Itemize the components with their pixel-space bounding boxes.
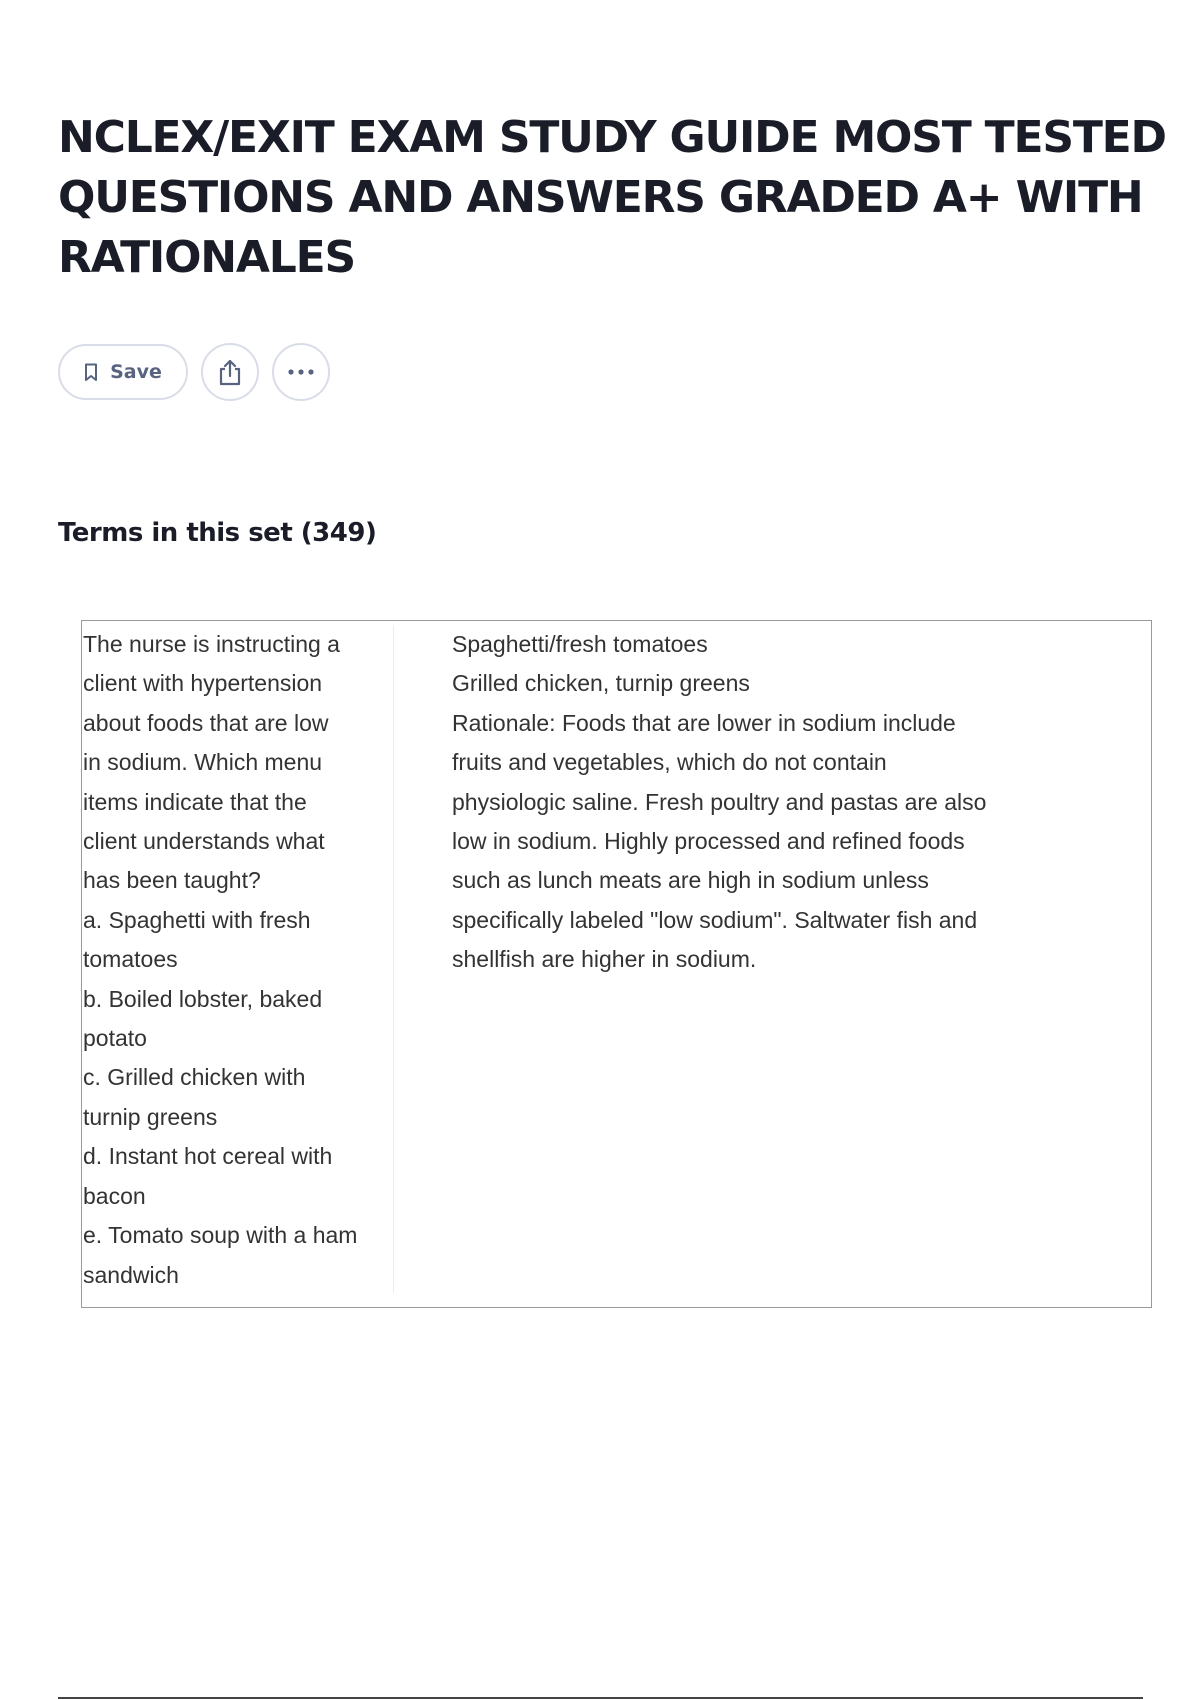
- save-button-label: Save: [110, 361, 162, 383]
- term-line: about foods that are low: [83, 709, 329, 736]
- term-line: in sodium. Which menu: [83, 749, 323, 776]
- term-line: bacon: [83, 1182, 146, 1209]
- term-line: c. Grilled chicken with: [83, 1064, 306, 1091]
- term-line: a. Spaghetti with fresh: [83, 906, 311, 933]
- term-line: b. Boiled lobster, baked: [83, 985, 323, 1012]
- definition-line: Grilled chicken, turnip greens: [452, 670, 750, 697]
- term-question: [83, 625, 394, 1293]
- term-line: The nurse is instructing a: [83, 631, 340, 657]
- title-line: QUESTIONS AND ANSWERS GRADED A+ WITH: [58, 172, 1143, 223]
- term-line: has been taught?: [83, 867, 261, 894]
- definition-line: such as lunch meats are high in sodium unless: [452, 867, 929, 894]
- definition-line: Spaghetti/fresh tomatoes: [452, 631, 708, 657]
- term-line: e. Tomato soup with a ham: [83, 1222, 358, 1249]
- action-bar: [58, 343, 330, 401]
- definition-line: specifically labeled "low sodium". Saltwater fish and: [452, 906, 978, 933]
- bookmark-icon: [84, 363, 98, 382]
- term-line: tomatoes: [83, 946, 178, 973]
- share-icon: [217, 358, 243, 386]
- share-button[interactable]: [201, 343, 259, 401]
- definition-line: low in sodium. Highly processed and refined foods: [452, 828, 965, 855]
- term-line: potato: [83, 1025, 147, 1052]
- bottom-divider: [58, 1697, 1143, 1699]
- more-options-icon: [287, 368, 315, 376]
- definition-line: fruits and vegetables, which do not contain: [452, 749, 887, 776]
- definition-line: Rationale: Foods that are lower in sodium include: [452, 709, 956, 736]
- term-definition: [452, 625, 1092, 980]
- definition-line: physiologic saline. Fresh poultry and pastas are also: [452, 788, 987, 815]
- term-line: d. Instant hot cereal with: [83, 1143, 333, 1170]
- page-title: [58, 108, 1166, 288]
- title-line: RATIONALES: [58, 232, 355, 283]
- terms-heading: Terms in this set (349): [58, 518, 377, 548]
- more-options-button[interactable]: [272, 343, 330, 401]
- term-line: turnip greens: [83, 1103, 218, 1130]
- definition-line: shellfish are higher in sodium.: [452, 946, 757, 973]
- term-line: client with hypertension: [83, 670, 323, 697]
- term-line: client understands what: [83, 828, 325, 855]
- term-card: [81, 620, 1152, 1308]
- save-button[interactable]: [58, 344, 188, 400]
- title-line: NCLEX/EXIT EXAM STUDY GUIDE MOST TESTED: [58, 112, 1166, 163]
- term-line: items indicate that the: [83, 788, 307, 815]
- term-line: sandwich: [83, 1261, 179, 1288]
